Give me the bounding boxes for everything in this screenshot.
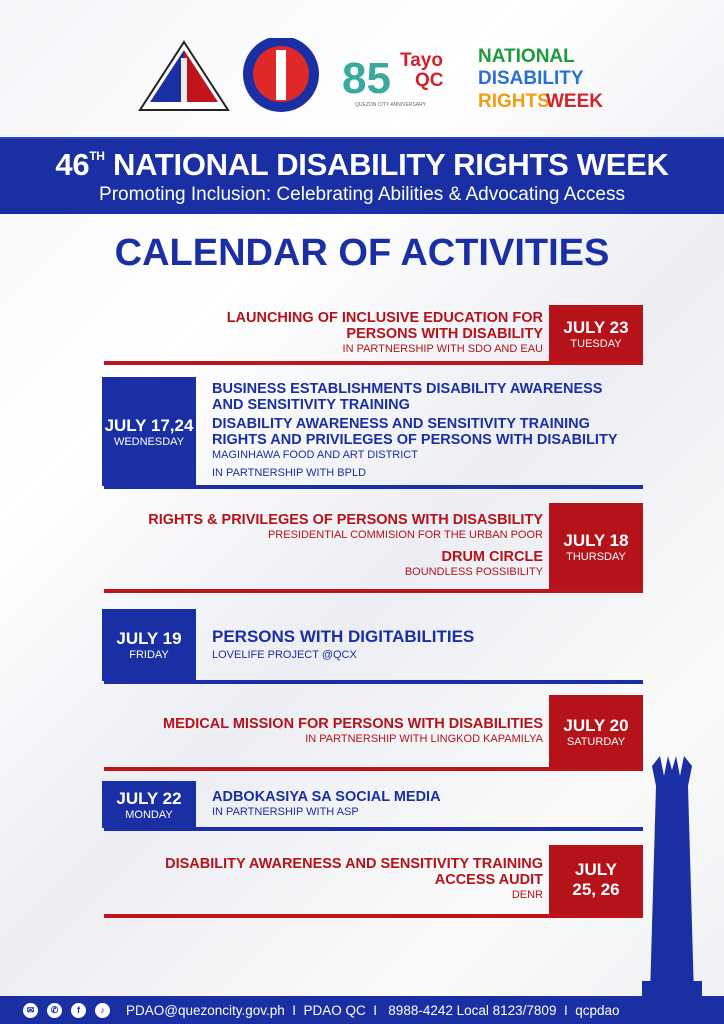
activity-title: DRUM CIRCLE — [441, 549, 543, 565]
event-day: THURSDAY — [566, 550, 626, 563]
activity-detail: IN PARTNERSHIP WITH LINGKOD KAPAMILYA — [305, 732, 543, 745]
activity-detail: BOUNDLESS POSSIBILITY — [404, 566, 543, 578]
activity-detail: IN PARTNERSHIP WITH SDO AND EAU — [342, 342, 543, 355]
event-day: WEDNESDAY — [113, 435, 185, 448]
activity-title: AND SENSITIVITY TRAINING — [212, 397, 410, 413]
svg-text:QC: QC — [415, 70, 444, 91]
activity-text — [163, 695, 543, 767]
event-7 — [102, 845, 643, 918]
activity-text — [165, 845, 543, 914]
event-date: JULY 18 — [563, 530, 629, 550]
event-date-box — [102, 377, 196, 486]
activity-title: BUSINESS ESTABLISHMENTS DISABILITY AWARENESS — [212, 381, 603, 397]
event-date-box — [549, 695, 643, 768]
event-date: JULY 19 — [116, 629, 182, 648]
title-banner — [0, 137, 724, 214]
tiktok-icon: ♪ — [95, 1003, 110, 1018]
email-icon: ✉ — [23, 1003, 38, 1018]
event-day: SATURDAY — [566, 735, 626, 748]
svg-text:QUEZON CITY ANNIVERSARY: QUEZON CITY ANNIVERSARY — [355, 102, 426, 108]
ndrw-logo — [478, 46, 603, 112]
activity-text — [212, 377, 618, 485]
event-2 — [102, 377, 643, 489]
facebook-icon: f — [71, 1003, 86, 1018]
event-date-2: 25, 26 — [572, 880, 620, 899]
qc-85-anniversary-logo — [342, 50, 444, 108]
activity-text — [148, 503, 543, 589]
phone-icon: ✆ — [47, 1003, 62, 1018]
divider-line — [104, 680, 643, 684]
svg-text:Tayo: Tayo — [400, 50, 443, 71]
divider-line — [104, 361, 643, 365]
activity-title: ACCESS AUDIT — [434, 872, 543, 888]
activity-detail: IN PARTNERSHIP WITH ASP — [212, 805, 359, 818]
event-day: FRIDAY — [129, 649, 169, 661]
divider-line — [104, 827, 643, 831]
event-1 — [102, 305, 643, 365]
svg-text:85: 85 — [342, 54, 391, 103]
event-date: JULY — [575, 860, 617, 879]
activity-detail: IN PARTNERSHIP WITH BPLD — [212, 467, 367, 479]
divider-line — [104, 767, 643, 771]
event-title: 46TH NATIONAL DISABILITY RIGHTS WEEK — [55, 147, 669, 182]
partner-logos — [0, 38, 724, 118]
event-date: JULY 20 — [563, 715, 629, 735]
event-date: JULY 17,24 — [104, 415, 194, 435]
activity-title: DISABILITY AWARENESS AND SENSITIVITY TRAINING — [212, 416, 590, 432]
event-subtitle: Promoting Inclusion: Celebrating Abilities & Advocating Access — [99, 184, 625, 205]
svg-text:RIGHTS: RIGHTS — [478, 91, 550, 112]
svg-text:NATIONAL: NATIONAL — [478, 46, 575, 67]
activity-title: MEDICAL MISSION FOR PERSONS WITH DISABILITIES — [163, 715, 543, 732]
activity-title: PERSONS WITH DIGITABILITIES — [212, 627, 475, 646]
activity-detail: DENR — [511, 889, 543, 901]
event-date-box — [549, 305, 643, 362]
event-date-box — [549, 845, 643, 915]
activity-detail: PRESIDENTIAL COMMISION FOR THE URBAN POOR — [267, 529, 543, 541]
activity-text — [227, 305, 543, 361]
event-day: TUESDAY — [570, 337, 622, 350]
activity-text — [212, 609, 474, 680]
activity-text — [212, 781, 441, 827]
activity-detail: MAGINHAWA FOOD AND ART DISTRICT — [212, 449, 418, 461]
event-date-box — [549, 503, 643, 590]
activity-title: LAUNCHING OF INCLUSIVE EDUCATION FOR — [226, 309, 543, 326]
calendar-title: CALENDAR OF ACTIVITIES — [114, 232, 610, 274]
event-date-box — [102, 781, 196, 828]
event-date: JULY 23 — [563, 317, 629, 337]
contact-info: PDAO@quezoncity.gov.ph I PDAO QC I 8988-4242 Local 8123/7809 I qcpdao — [126, 1002, 620, 1018]
activity-detail: LOVELIFE PROJECT @QCX — [212, 649, 357, 661]
event-3 — [102, 503, 643, 593]
event-date-box — [102, 609, 196, 681]
contact-footer — [0, 996, 724, 1024]
logo-row — [0, 38, 724, 118]
activity-title: RIGHTS AND PRIVILEGES OF PERSONS WITH DISABILITY — [212, 432, 618, 448]
svg-text:WEEK: WEEK — [546, 91, 603, 112]
divider-line — [104, 914, 643, 918]
event-4 — [102, 609, 643, 684]
event-day: MONDAY — [125, 808, 173, 821]
quezon-memorial-tower-icon — [642, 756, 702, 996]
divider-line — [104, 485, 643, 489]
qc-seal-logo — [140, 42, 228, 110]
divider-line — [104, 589, 643, 593]
activity-title: ADBOKASIYA SA SOCIAL MEDIA — [212, 788, 441, 805]
event-date: JULY 22 — [116, 788, 182, 808]
event-6 — [102, 781, 643, 831]
pdao-seal-logo — [243, 38, 319, 112]
event-5 — [102, 695, 643, 771]
activity-title: DISABILITY AWARENESS AND SENSITIVITY TRAINING — [165, 856, 543, 872]
activity-title: RIGHTS & PRIVILEGES OF PERSONS WITH DISASBILITY — [148, 512, 543, 528]
activity-title: PERSONS WITH DISABILITY — [346, 325, 543, 342]
svg-text:DISABILITY: DISABILITY — [478, 68, 584, 89]
